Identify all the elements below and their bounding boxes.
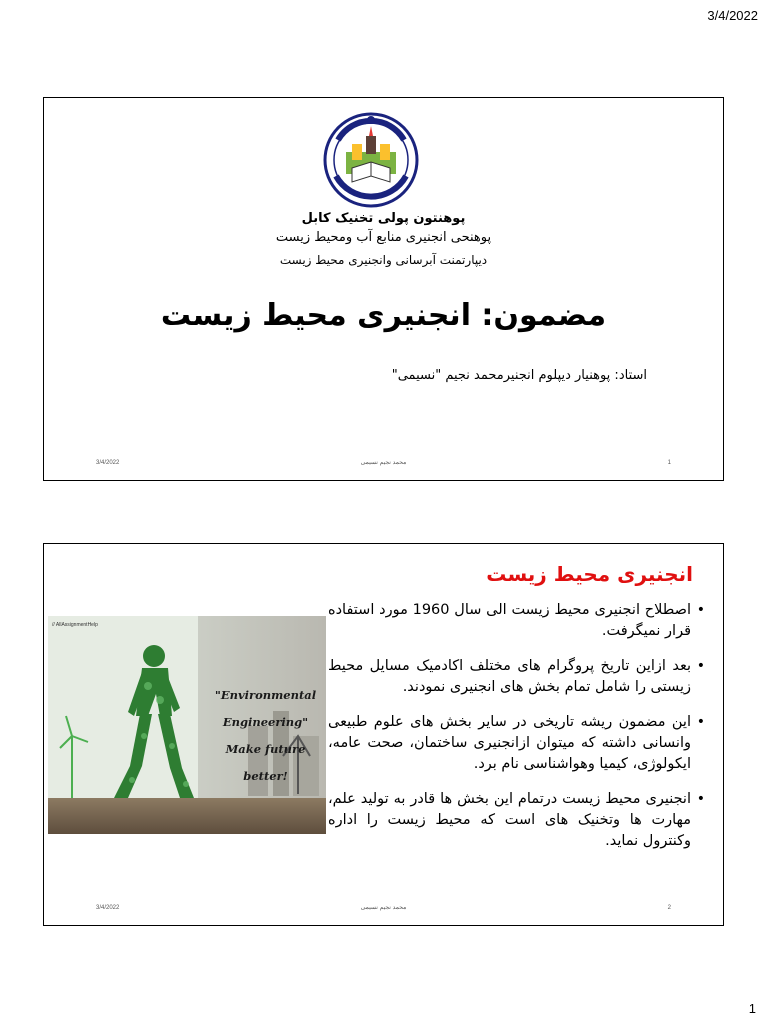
environmental-engineering-image bbox=[48, 616, 326, 834]
image-caption bbox=[203, 682, 326, 790]
image-brand: // AllAssignmentHelp bbox=[52, 622, 98, 628]
bullet-list bbox=[328, 600, 705, 866]
bullet-item: • انجنیری محیط زیست درتمام این بخش ها قادر به تولید علم، مهارت ها وتخنیک های است که محیط زیست را اداره وکنترول نماید. bbox=[328, 789, 691, 852]
bullet-item: • این مضمون ریشه تاریخی در سایر بخش های علوم طبیعی وانسانی داشته که میتوان ازانجنیری ساختمان، صحت عامه، ایکولوژی، کیمیا وهواشناسی نام برد. bbox=[328, 712, 691, 775]
image-caption-line: "Environmental bbox=[214, 688, 317, 702]
page-date: 3/4/2022 bbox=[707, 8, 758, 23]
slide-1 bbox=[43, 97, 724, 481]
slide-2 bbox=[43, 543, 724, 926]
slide-footer-date: 3/4/2022 bbox=[96, 460, 120, 466]
slide-footer-author: محمد نجیم نسیمی bbox=[360, 460, 407, 466]
slide-footer-author: محمد نجیم نسیمی bbox=[360, 905, 407, 911]
slide-title: مضمون: انجنیری محیط زیست bbox=[160, 298, 607, 333]
slide-footer-number: 1 bbox=[667, 460, 671, 466]
slide-footer-number: 2 bbox=[667, 905, 671, 911]
page-number: 1 bbox=[748, 1001, 756, 1016]
faculty-name: پوهنحی انجنیری منابع آب ومحیط زیست bbox=[275, 230, 492, 245]
bullet-item: • اصطلاح انجنیری محیط زیست الی سال 1960 مورد استفاده قرار نمیگرفت. bbox=[328, 600, 691, 642]
kpu-seal-icon bbox=[316, 110, 426, 210]
department-name: دیپارتمنت آبرسانی وانجنیری محیط زیست bbox=[279, 253, 488, 267]
slide-title: انجنیری محیط زیست bbox=[486, 562, 693, 586]
university-name: پوهنتون پولی تخنیک کابل bbox=[301, 211, 466, 226]
image-caption-line: Engineering" bbox=[222, 715, 309, 729]
lecturer-name: استاد: پوهنیار دیپلوم انجنیرمحمد نجیم "نسیمی" bbox=[391, 368, 647, 383]
university-logo bbox=[316, 110, 426, 210]
image-caption-line: better! bbox=[243, 769, 288, 783]
slide-footer-date: 3/4/2022 bbox=[96, 905, 120, 911]
image-caption-line: Make future bbox=[225, 742, 306, 756]
bullet-item: • بعد ازاین تاریخ پروگرام های مختلف اکادمیک مسایل محیط زیستی را شامل تمام بخش های انجنیری نمودند. bbox=[328, 656, 691, 698]
